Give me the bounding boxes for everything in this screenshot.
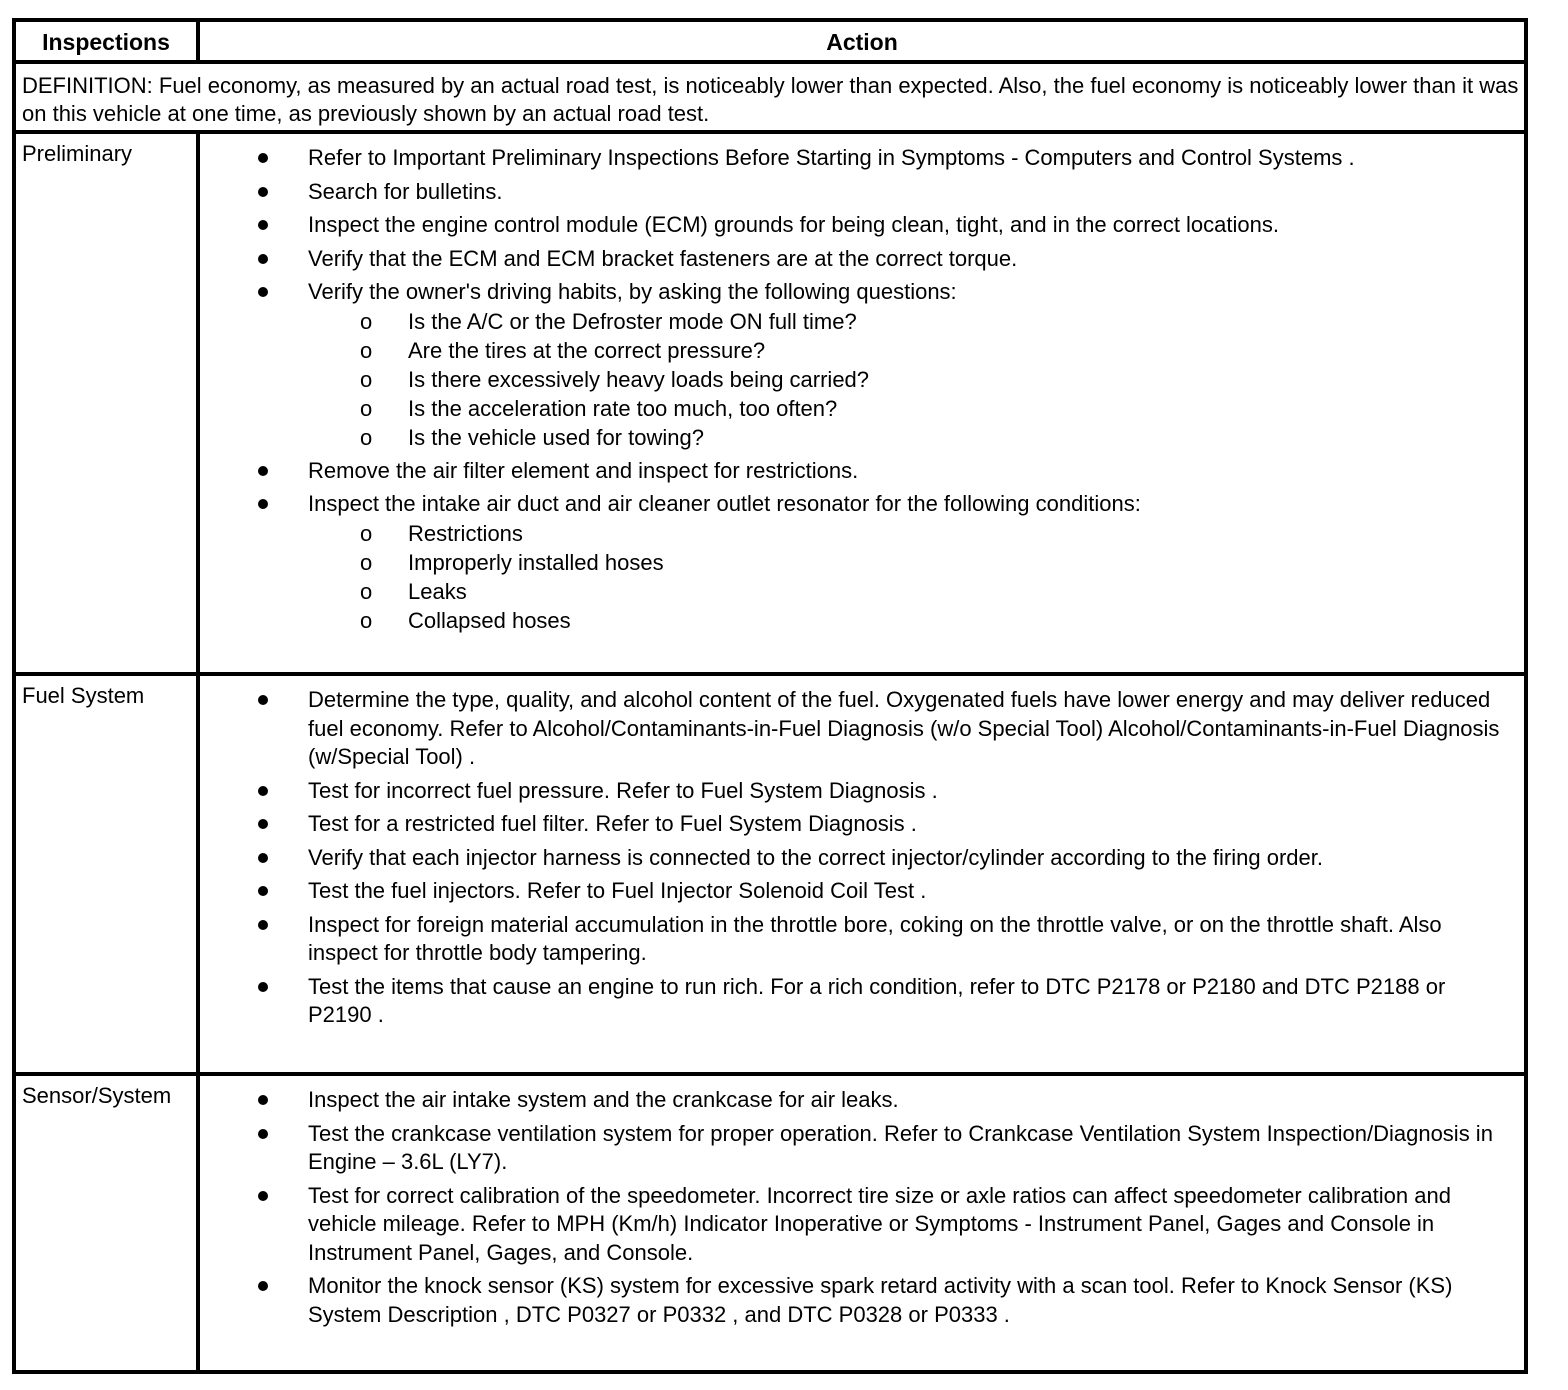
item-text: Refer to Important Preliminary Inspections Before Starting in Symptoms - Computers and Control Systems . bbox=[308, 145, 1355, 170]
sub-item-text: Restrictions bbox=[408, 520, 523, 546]
list-item bbox=[200, 490, 1524, 635]
sub-item-text: Is the acceleration rate too much, too often? bbox=[408, 395, 838, 421]
item-text: Verify that each injector harness is connected to the correct injector/cylinder according to the firing order. bbox=[308, 844, 1323, 870]
bullet-icon bbox=[258, 786, 268, 796]
row-divider-2 bbox=[16, 1072, 1524, 1076]
item-text: Remove the air filter element and inspect for restrictions. bbox=[308, 457, 859, 483]
item-text: Test the crankcase ventilation system for proper operation. Refer to Crankcase Ventilation System Inspection/Diagnosis in Engine – 3.6L (LY7). bbox=[308, 1120, 1493, 1174]
sub-item-text: Is the vehicle used for towing? bbox=[408, 424, 704, 450]
item-text: Inspect the air intake system and the crankcase for air leaks. bbox=[308, 1087, 899, 1112]
row-label-preliminary: Preliminary bbox=[22, 141, 133, 166]
action-cell-sensor-system bbox=[200, 1086, 1524, 1334]
diagnostic-table bbox=[12, 18, 1528, 1374]
list-item bbox=[200, 1086, 1524, 1115]
sub-list bbox=[308, 307, 1504, 452]
item-text: Inspect the engine control module (ECM) grounds for being clean, tight, and in the correct locations. bbox=[308, 212, 1279, 237]
bullet-icon bbox=[258, 254, 268, 264]
bullet-icon bbox=[258, 287, 268, 297]
sub-bullet-icon: o bbox=[360, 424, 373, 450]
list-item bbox=[200, 686, 1524, 772]
sub-bullet-icon: o bbox=[360, 549, 373, 575]
bullet-icon bbox=[258, 982, 268, 992]
sub-bullet-icon: o bbox=[360, 395, 373, 421]
list-item bbox=[200, 178, 1524, 207]
row-divider-1 bbox=[16, 672, 1524, 676]
sub-list bbox=[308, 519, 1504, 635]
list-item bbox=[200, 144, 1524, 173]
item-text: Inspect the intake air duct and air cleaner outlet resonator for the following conditions: bbox=[308, 491, 1141, 516]
bullet-icon bbox=[258, 853, 268, 863]
list-item bbox=[200, 1182, 1524, 1268]
bullet-icon bbox=[258, 187, 268, 197]
list-item bbox=[200, 211, 1524, 240]
item-text: Verify that the ECM and ECM bracket fasteners are at the correct torque. bbox=[308, 245, 1018, 271]
list-item bbox=[200, 973, 1524, 1030]
sub-item-text: Is the A/C or the Defroster mode ON full time? bbox=[408, 308, 857, 334]
definition-text: DEFINITION: Fuel economy, as measured by an actual road test, is noticeably lower than expected. Also, the fuel economy is noticeably lower than it was on this vehicle at one time, as previously shown by an actual road test. bbox=[22, 73, 1519, 126]
list-item bbox=[200, 1272, 1524, 1329]
sub-item-text: Leaks bbox=[408, 578, 467, 604]
sub-item-text: Improperly installed hoses bbox=[408, 549, 664, 575]
action-cell-fuel-system bbox=[200, 686, 1524, 1035]
item-text: Test for incorrect fuel pressure. Refer to Fuel System Diagnosis . bbox=[308, 777, 938, 803]
list-item bbox=[200, 911, 1524, 968]
row-label-sensor-system: Sensor/System bbox=[22, 1083, 172, 1108]
item-text: Test for correct calibration of the speedometer. Incorrect tire size or axle ratios can affect speedometer calibration and vehicle mileage. Refer to MPH (Km/h) Indicator Inoperative or Symptoms - Instrument Panel, Gages and Console in Instrument Panel, Gages, and Console. bbox=[308, 1182, 1451, 1265]
bullet-icon bbox=[258, 886, 268, 896]
sub-bullet-icon: o bbox=[360, 607, 373, 633]
bullet-icon bbox=[258, 153, 268, 163]
row-label-fuel-system: Fuel System bbox=[22, 683, 145, 708]
sub-item bbox=[308, 394, 1504, 423]
item-text: Inspect for foreign material accumulation in the throttle bore, coking on the throttle valve, or on the throttle shaft. Also inspect for throttle body tampering. bbox=[308, 911, 1442, 965]
action-list bbox=[200, 686, 1524, 1030]
bullet-icon bbox=[258, 1129, 268, 1139]
item-text: Search for bulletins. bbox=[308, 178, 503, 204]
item-text: Test for a restricted fuel filter. Refer to Fuel System Diagnosis . bbox=[308, 811, 917, 836]
list-item bbox=[200, 278, 1524, 452]
bullet-icon bbox=[258, 466, 268, 476]
sub-item bbox=[308, 423, 1504, 452]
list-item bbox=[200, 844, 1524, 873]
sub-bullet-icon: o bbox=[360, 578, 373, 604]
bullet-icon bbox=[258, 920, 268, 930]
list-item bbox=[200, 1120, 1524, 1177]
list-item bbox=[200, 877, 1524, 906]
definition-divider bbox=[16, 130, 1524, 134]
sub-bullet-icon: o bbox=[360, 520, 373, 546]
sub-item bbox=[308, 336, 1504, 365]
action-list bbox=[200, 1086, 1524, 1329]
item-text: Test the items that cause an engine to run rich. For a rich condition, refer to DTC P2178 or P2180 and DTC P2188 or P2190 . bbox=[308, 973, 1446, 1027]
sub-item-text: Collapsed hoses bbox=[408, 607, 571, 633]
sub-item bbox=[308, 365, 1504, 394]
list-item bbox=[200, 810, 1524, 839]
sub-item-text: Is there excessively heavy loads being carried? bbox=[408, 366, 870, 392]
sub-item bbox=[308, 519, 1504, 548]
item-text: Monitor the knock sensor (KS) system for excessive spark retard activity with a scan tool. Refer to Knock Sensor (KS) System Description , DTC P0327 or P0332 , and DTC P0328 or P0333 . bbox=[308, 1273, 1453, 1327]
bullet-icon bbox=[258, 1281, 268, 1291]
list-item bbox=[200, 457, 1524, 486]
sub-item-text: Are the tires at the correct pressure? bbox=[408, 337, 766, 363]
action-cell-preliminary bbox=[200, 144, 1524, 640]
sub-item bbox=[308, 548, 1504, 577]
bullet-icon bbox=[258, 1095, 268, 1105]
action-list bbox=[200, 144, 1524, 635]
sub-bullet-icon: o bbox=[360, 308, 373, 334]
list-item bbox=[200, 777, 1524, 806]
bullet-icon bbox=[258, 695, 268, 705]
item-text: Determine the type, quality, and alcohol content of the fuel. Oxygenated fuels have lower energy and may deliver reduced fuel economy. Refer to Alcohol/Contaminants-in-Fuel Diagnosis (w/o Special Tool) Alcohol/Contaminants-in-Fuel Diagnosis (w/Special Tool) . bbox=[308, 687, 1500, 769]
sub-item bbox=[308, 307, 1504, 336]
list-item bbox=[200, 245, 1524, 274]
sub-bullet-icon: o bbox=[360, 366, 373, 392]
sub-bullet-icon: o bbox=[360, 337, 373, 363]
bullet-icon bbox=[258, 220, 268, 230]
item-text: Verify the owner's driving habits, by asking the following questions: bbox=[308, 279, 957, 304]
bullet-icon bbox=[258, 1191, 268, 1201]
sub-item bbox=[308, 577, 1504, 606]
header-action: Action bbox=[826, 29, 898, 55]
item-text: Test the fuel injectors. Refer to Fuel Injector Solenoid Coil Test . bbox=[308, 878, 927, 903]
bullet-icon bbox=[258, 819, 268, 829]
header-inspections: Inspections bbox=[42, 29, 170, 55]
sub-item bbox=[308, 606, 1504, 635]
bullet-icon bbox=[258, 499, 268, 509]
